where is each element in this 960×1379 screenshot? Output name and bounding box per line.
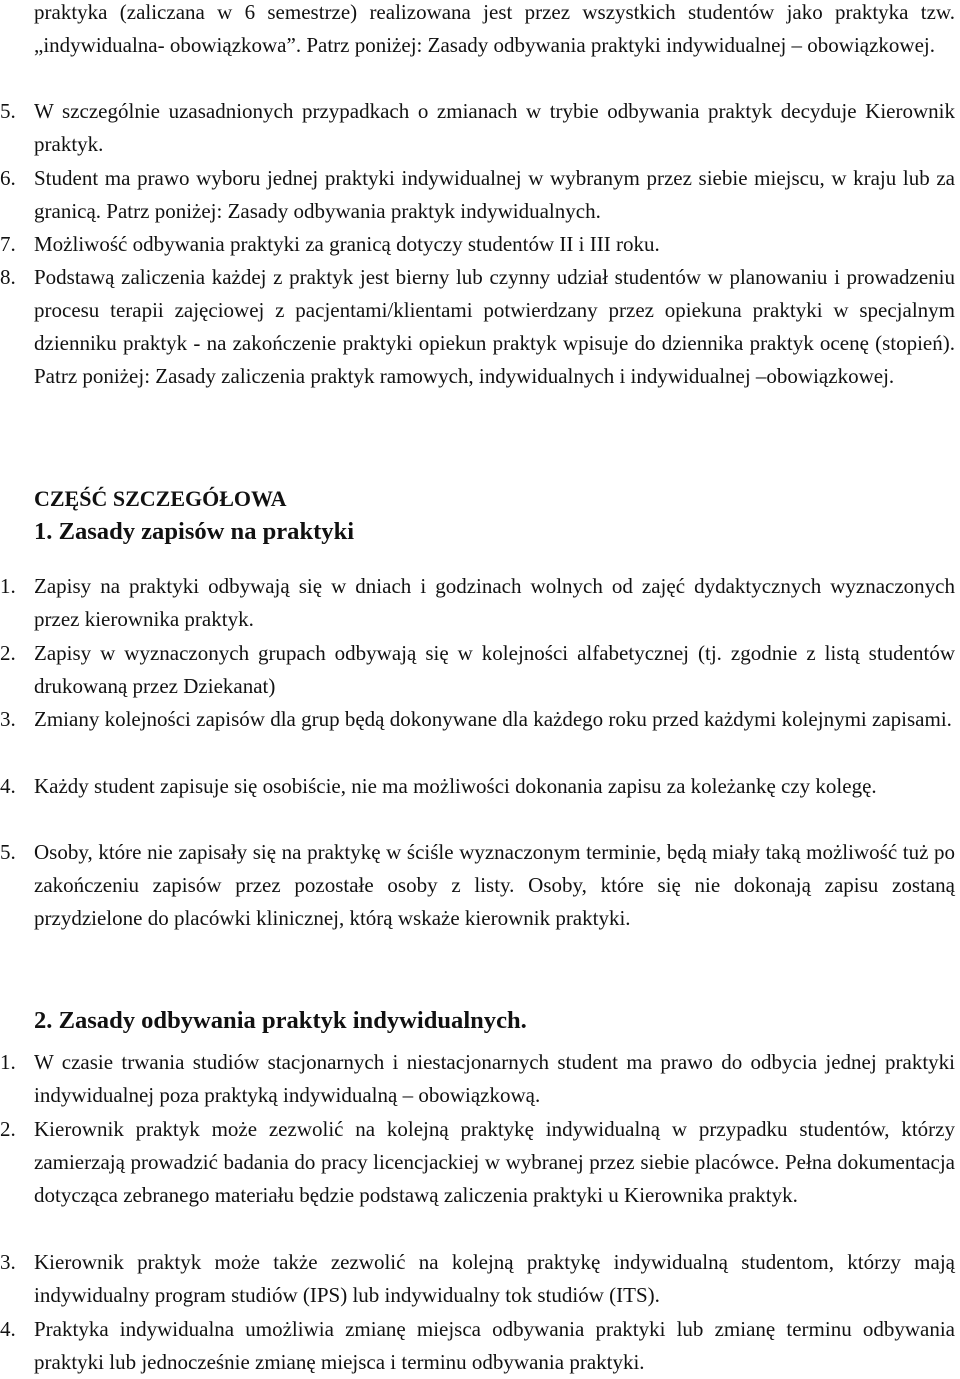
item-text: Kierownik praktyk może zezwolić na kolejną praktykę indywidualną w przypadku studentów, którzy zamierzają prowadzić badania do pracy licencjackiej w wybranej przez siebie placówce. Pełna dokumentacja dotycząca zebranego materiału będzie podstawą zaliczenia praktyki u Kierownika praktyk. [34, 1117, 955, 1207]
item-number: 1. [0, 1050, 16, 1074]
section2-item-2 [0, 1113, 955, 1212]
item-number: 2. [0, 1117, 16, 1141]
item-number: 6. [0, 166, 16, 190]
item-number: 7. [0, 232, 16, 256]
section1-title: 1. Zasady zapisów na praktyki [34, 518, 355, 545]
general-item-7 [0, 228, 955, 261]
section1-item-3 [0, 703, 955, 736]
item-text: Każdy student zapisuje się osobiście, nie ma możliwości dokonania zapisu za koleżankę czy kolegę. [34, 774, 877, 798]
item-text: Kierownik praktyk może także zezwolić na kolejną praktykę indywidualną studentom, którzy mają indywidualny program studiów (IPS) lub indywidualny tok studiów (ITS). [34, 1250, 955, 1307]
item-number: 5. [0, 99, 16, 123]
section2-item-3 [0, 1246, 955, 1312]
general-item-5 [0, 95, 955, 161]
section2-item-4 [0, 1313, 955, 1379]
item-text: W szczególnie uzasadnionych przypadkach o zmianach w trybie odbywania praktyk decyduje Kierownik praktyk. [34, 99, 955, 156]
item-text: Student ma prawo wyboru jednej praktyki indywidualnej w wybranym przez siebie miejscu, w kraju lub za granicą. Patrz poniżej: Zasady odbywania praktyk indywidualnych. [34, 166, 955, 223]
item-number: 2. [0, 641, 16, 665]
section2-title: 2. Zasady odbywania praktyk indywidualnych. [34, 1007, 527, 1034]
section1-item-1 [0, 570, 955, 636]
item-number: 4. [0, 774, 16, 798]
item-text: Możliwość odbywania praktyki za granicą dotyczy studentów II i III roku. [34, 232, 660, 256]
general-item-6 [0, 162, 955, 228]
detail-title: CZĘŚĆ SZCZEGÓŁOWA [34, 486, 287, 511]
item-number: 1. [0, 574, 16, 598]
section1-item-4 [0, 770, 955, 803]
section1-item-5 [0, 836, 955, 935]
item-text: Podstawą zaliczenia każdej z praktyk jest bierny lub czynny udział studentów w planowaniu i prowadzeniu procesu terapii zajęciowej z pacjentami/klientami potwierdzany przez opiekuna praktyki w specjalnym dzienniku praktyk - na zakończenie praktyki opiekun praktyk wpisuje do dziennika praktyk ocenę (stopień). Patrz poniżej: Zasady zaliczenia praktyk ramowych, indywidualnych i indywidualnej –obowiązkowej. [34, 265, 955, 388]
item-number: 3. [0, 707, 16, 731]
item-text: Praktyka indywidualna umożliwia zmianę miejsca odbywania praktyki lub zmianę terminu odbywania praktyki lub jednocześnie zmianę miejsca i terminu odbywania praktyki. [34, 1317, 955, 1374]
section1-item-2 [0, 637, 955, 703]
item-text: Zapisy na praktyki odbywają się w dniach i godzinach wolnych od zajęć dydaktycznych wyznaczonych przez kierownika praktyk. [34, 574, 955, 631]
item-text: Zmiany kolejności zapisów dla grup będą dokonywane dla każdego roku przed każdymi kolejnymi zapisami. [34, 707, 952, 731]
general-item-8 [0, 261, 955, 393]
item-number: 5. [0, 840, 16, 864]
item-text: W czasie trwania studiów stacjonarnych i niestacjonarnych student ma prawo do odbycia jednej praktyki indywidualnej poza praktyką indywidualną – obowiązkową. [34, 1050, 955, 1107]
intro-paragraph: praktyka (zaliczana w 6 semestrze) realizowana jest przez wszystkich studentów jako praktyka tzw. „indywidualna- obowiązkowa”. Patrz poniżej: Zasady odbywania praktyki indywidualnej – obowiązkowej. [34, 0, 955, 57]
item-number: 4. [0, 1317, 16, 1341]
item-number: 8. [0, 265, 16, 289]
item-number: 3. [0, 1250, 16, 1274]
item-text: Zapisy w wyznaczonych grupach odbywają się w kolejności alfabetycznej (tj. zgodnie z listą studentów drukowaną przez Dziekanat) [34, 641, 955, 698]
item-text: Osoby, które nie zapisały się na praktykę w ściśle wyznaczonym terminie, będą miały taką możliwość tuż po zakończeniu zapisów przez pozostałe osoby z listy. Osoby, które się nie dokonają zapisu zostaną przydzielone do placówki klinicznej, którą wskaże kierownik praktyki. [34, 840, 955, 930]
section2-item-1 [0, 1046, 955, 1112]
